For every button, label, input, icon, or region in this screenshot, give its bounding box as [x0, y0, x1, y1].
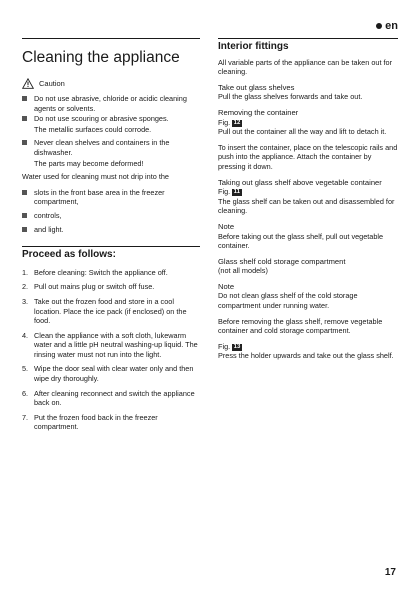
- step-item: 1. Before cleaning: Switch the appliance off.: [22, 267, 168, 277]
- taking-out-heading: Taking out glass shelf above vegetable container: [218, 177, 382, 187]
- figure-ref: Fig. 11: [218, 187, 241, 197]
- note-text: Before taking out the glass shelf, pull out vegetable container.: [218, 231, 384, 251]
- metallic-note: The metallic surfaces could corrode.: [34, 124, 152, 134]
- figure-number-badge: 11: [233, 189, 241, 196]
- glass-shelves-text: Pull the glass shelves forwards and take out.: [218, 92, 363, 102]
- deform-note: The parts may become deformed!: [34, 158, 144, 168]
- language-label: en: [385, 20, 398, 32]
- caution-row: [22, 78, 200, 89]
- cold-storage-sub: (not all models): [218, 266, 268, 276]
- step-item: 2. Pull out mains plug or switch off fuse.: [22, 282, 155, 292]
- square-bullet-icon: [22, 213, 27, 218]
- insert-text: To insert the container, place on the telescopic rails and push into the appliance. Attach the container by pressing it down.: [218, 142, 398, 171]
- list-item: Do not use abrasive, chloride or acidic cleaning agents or solvents.: [22, 94, 200, 113]
- water-intro: Water used for cleaning must not drip into the: [22, 172, 169, 182]
- bullet-icon: [376, 23, 382, 29]
- glass-shelves-heading: Take out glass shelves: [218, 82, 295, 92]
- left-column: [22, 38, 200, 437]
- step-item: 6. After cleaning reconnect and switch the appliance back on.: [22, 388, 195, 408]
- before-removing-text: Before removing the glass shelf, remove vegetable container and cold storage compartment.: [218, 316, 383, 336]
- square-bullet-icon: [22, 190, 27, 195]
- caution-label: Caution: [39, 78, 65, 88]
- square-bullet-icon: [22, 116, 27, 121]
- figure-ref: Fig. 13: [218, 341, 241, 351]
- intro-text: All variable parts of the appliance can be taken out for cleaning.: [218, 57, 393, 77]
- steps-list: [22, 268, 200, 432]
- note-label: Note: [218, 221, 235, 231]
- figure-number-badge: 13: [233, 343, 241, 350]
- note-label: Note: [218, 281, 235, 291]
- proceed-heading: Proceed as follows:: [22, 246, 200, 260]
- step-item: 7. Put the frozen food back in the freezer compartment.: [22, 412, 158, 432]
- remove-container-text: Pull out the container all the way and lift to detach it.: [218, 127, 387, 137]
- press-text: Press the holder upwards and take out the glass shelf.: [218, 351, 394, 361]
- caution-list: [22, 94, 200, 124]
- right-column: [218, 38, 398, 367]
- list-item: controls,: [22, 211, 200, 221]
- warning-icon: [22, 78, 34, 89]
- interior-fittings-heading: Interior fittings: [218, 38, 398, 52]
- step-item: 4. Clean the appliance with a soft cloth, lukewarm water and a little pH neutral washing-up liquid. The rinsing water must not run into the light.: [22, 330, 198, 359]
- list-item: slots in the front base area in the freezer compartment,: [22, 188, 200, 207]
- list-item: Never clean shelves and containers in the dishwasher.: [22, 138, 200, 157]
- list-item: and light.: [22, 225, 200, 235]
- water-list: [22, 188, 200, 234]
- dishwasher-list: [22, 138, 200, 157]
- step-item: 5. Wipe the door seal with clear water only and then wipe dry thoroughly.: [22, 364, 194, 384]
- figure-number-badge: 12: [233, 119, 241, 126]
- remove-container-heading: Removing the container: [218, 107, 299, 117]
- page-title: Cleaning the appliance: [22, 38, 200, 67]
- figure-ref: Fig. 12: [218, 117, 241, 127]
- step-item: 3. Take out the frozen food and store in a cool location. Place the ice pack (if enclosed) on the food.: [22, 296, 187, 326]
- taking-out-text: The glass shelf can be taken out and disassembled for cleaning.: [218, 196, 395, 216]
- list-item: Do not use scouring or abrasive sponges.: [22, 114, 200, 124]
- cold-storage-heading: Glass shelf cold storage compartment: [218, 256, 346, 266]
- square-bullet-icon: [22, 140, 27, 145]
- language-indicator: [376, 20, 398, 32]
- square-bullet-icon: [22, 227, 27, 232]
- square-bullet-icon: [22, 96, 27, 101]
- note-text: Do not clean glass shelf of the cold storage compartment under running water.: [218, 291, 358, 311]
- page-number: 17: [384, 567, 396, 578]
